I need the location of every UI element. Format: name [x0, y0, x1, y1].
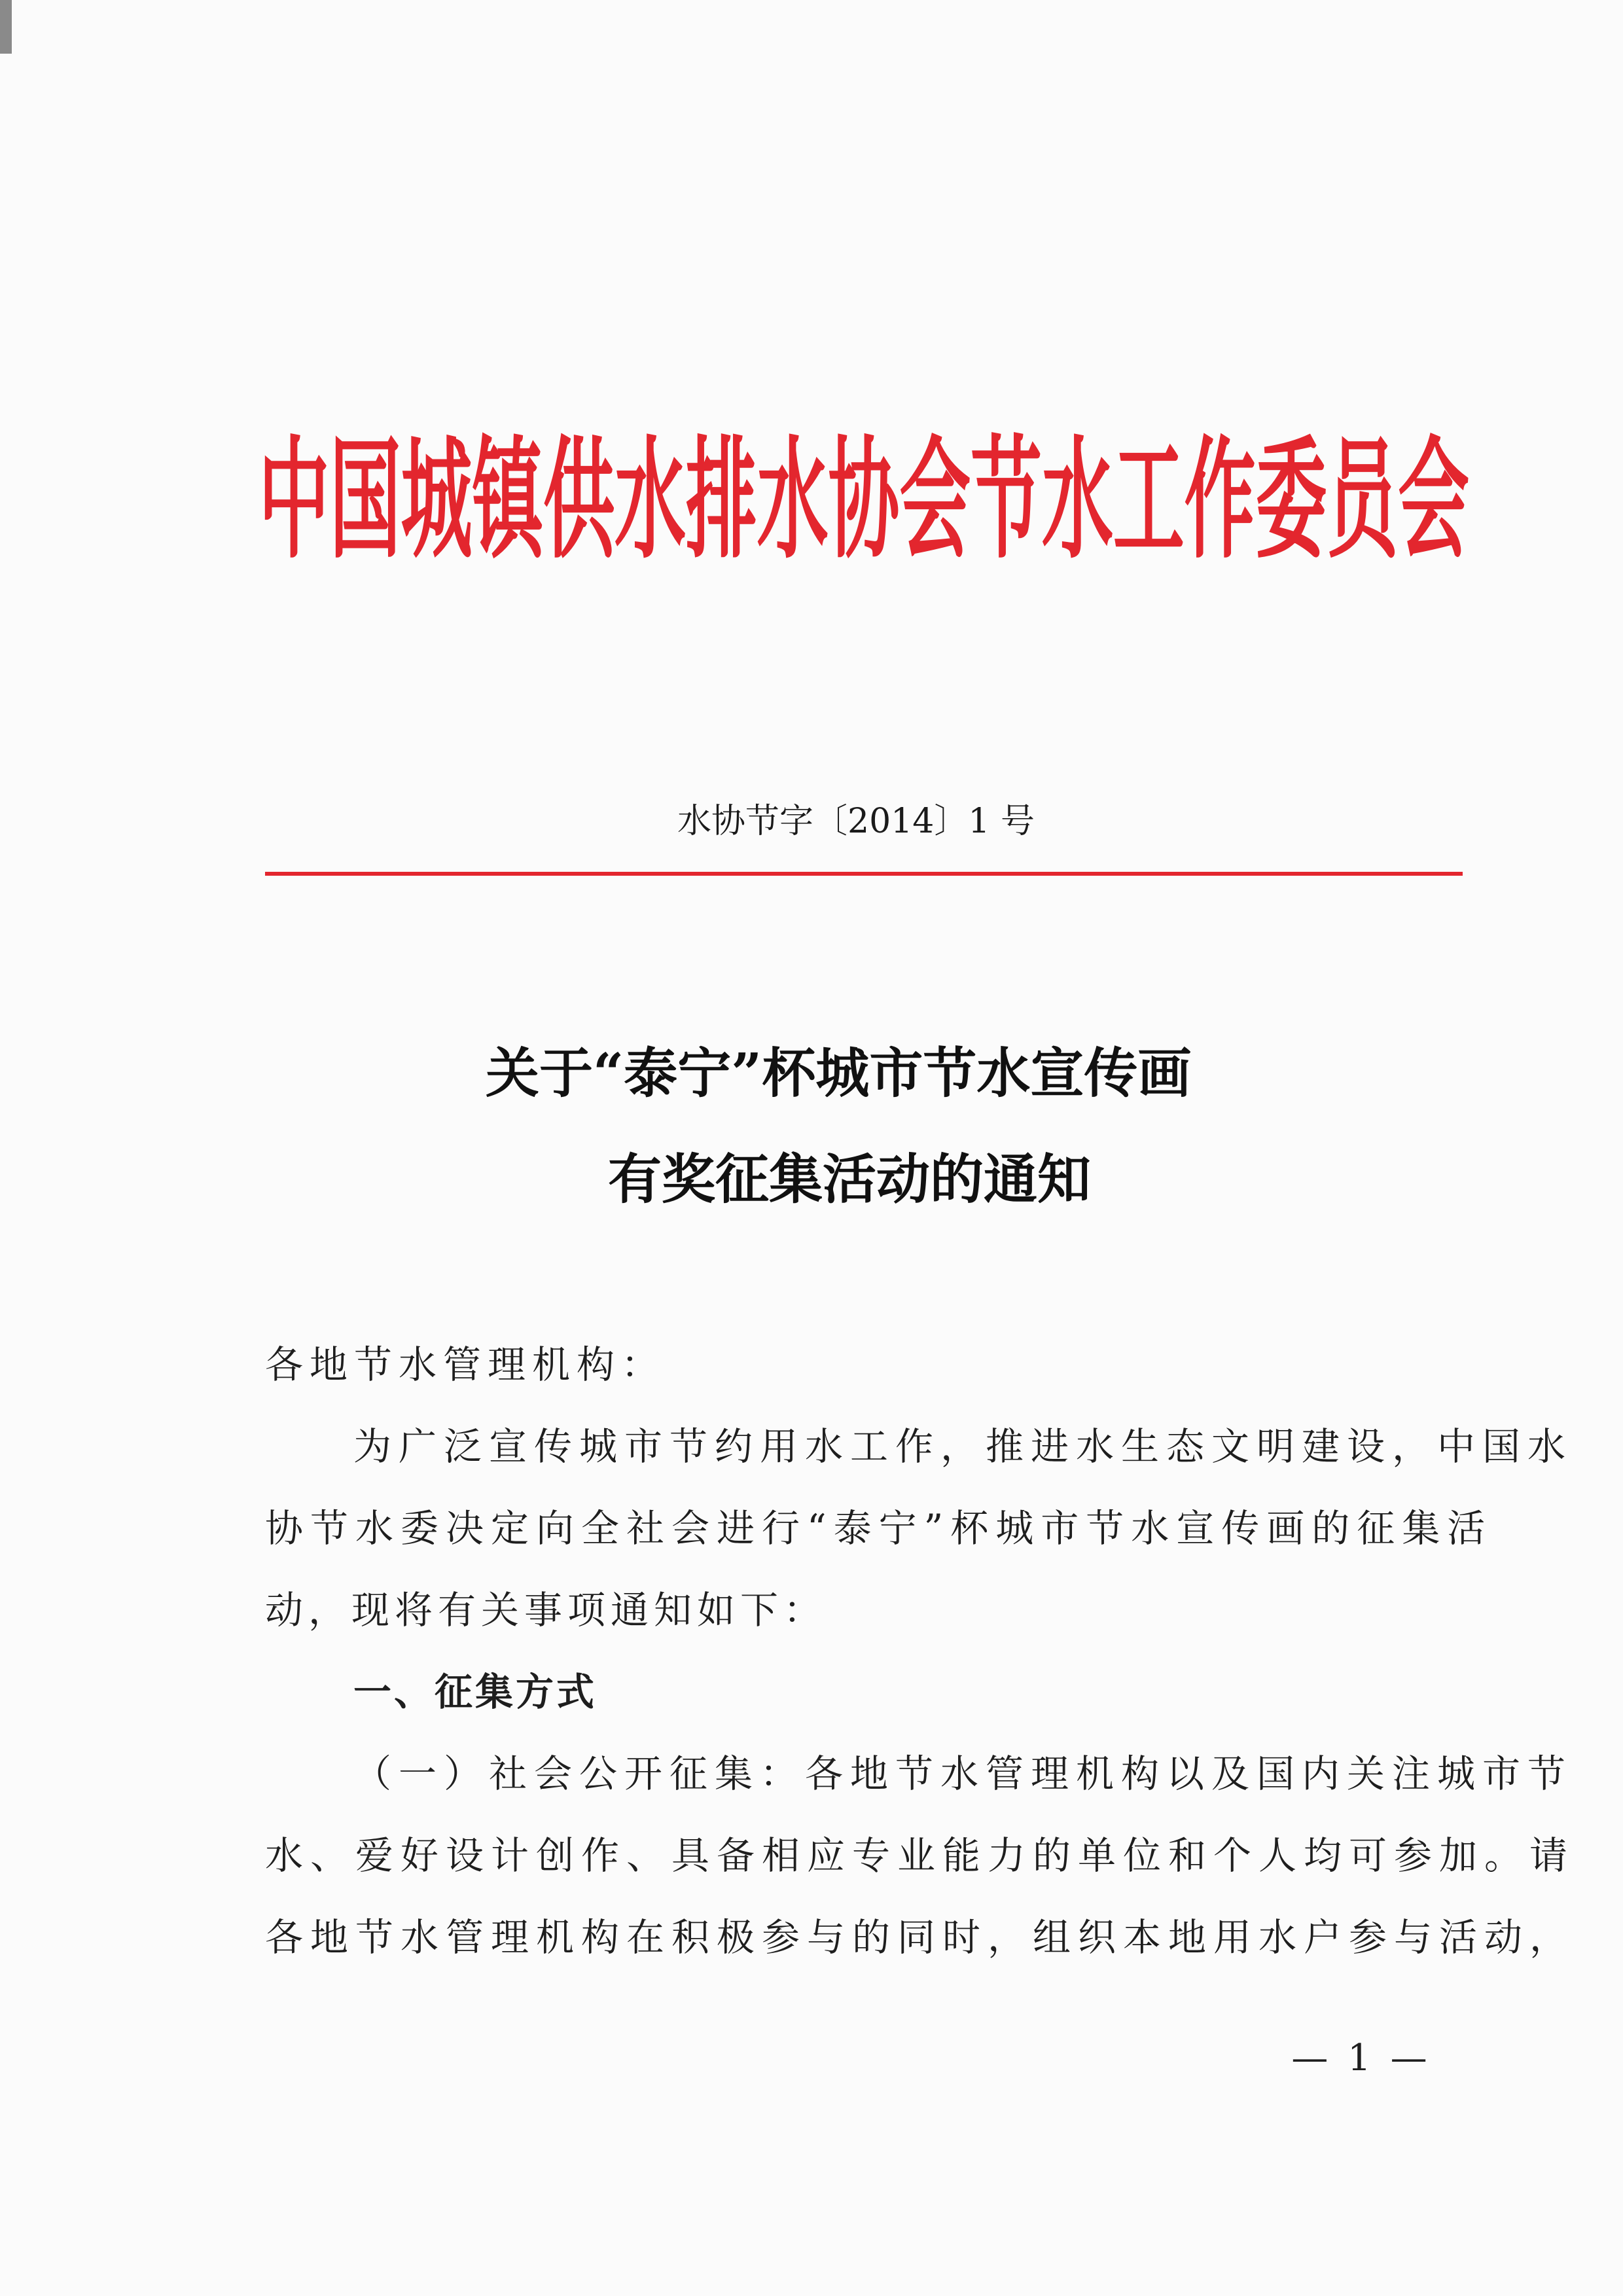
- paragraph-1-line-3: 动，现将有关事项通知如下：: [265, 1588, 827, 1632]
- page-number: — 1 —: [1291, 2037, 1431, 2079]
- paragraph-1-line-1: 为广泛宣传城市节约用水工作，推进水生态文明建设，中国水: [353, 1424, 1573, 1469]
- notice-title-line-1: 关于“泰宁”杯城市节水宣传画: [486, 1042, 1192, 1105]
- notice-title-line-2: 有奖征集活动的通知: [608, 1148, 1092, 1211]
- salutation: 各地节水管理机构：: [265, 1342, 666, 1387]
- organization-name: 中国城镇供水排水协会节水工作委员会: [259, 424, 1469, 577]
- section-heading-1: 一、征集方式: [353, 1670, 597, 1714]
- paragraph-2-line-1: （一）社会公开征集：各地节水管理机构以及国内关注城市节: [353, 1751, 1573, 1796]
- scan-edge-shadow: [0, 0, 12, 54]
- organization-header: [259, 409, 1469, 592]
- paragraph-1-line-2: 协节水委决定向全社会进行“泰宁”杯城市节水宣传画的征集活: [265, 1506, 1493, 1551]
- paragraph-2-line-2: 水、爱好设计创作、具备相应专业能力的单位和个人均可参加。请: [265, 1833, 1575, 1878]
- header-divider: [265, 872, 1463, 876]
- paragraph-2-line-3: 各地节水管理机构在积极参与的同时，组织本地用水户参与活动，: [265, 1915, 1575, 1960]
- document-number: 水协节字〔2014〕1 号: [677, 802, 1035, 841]
